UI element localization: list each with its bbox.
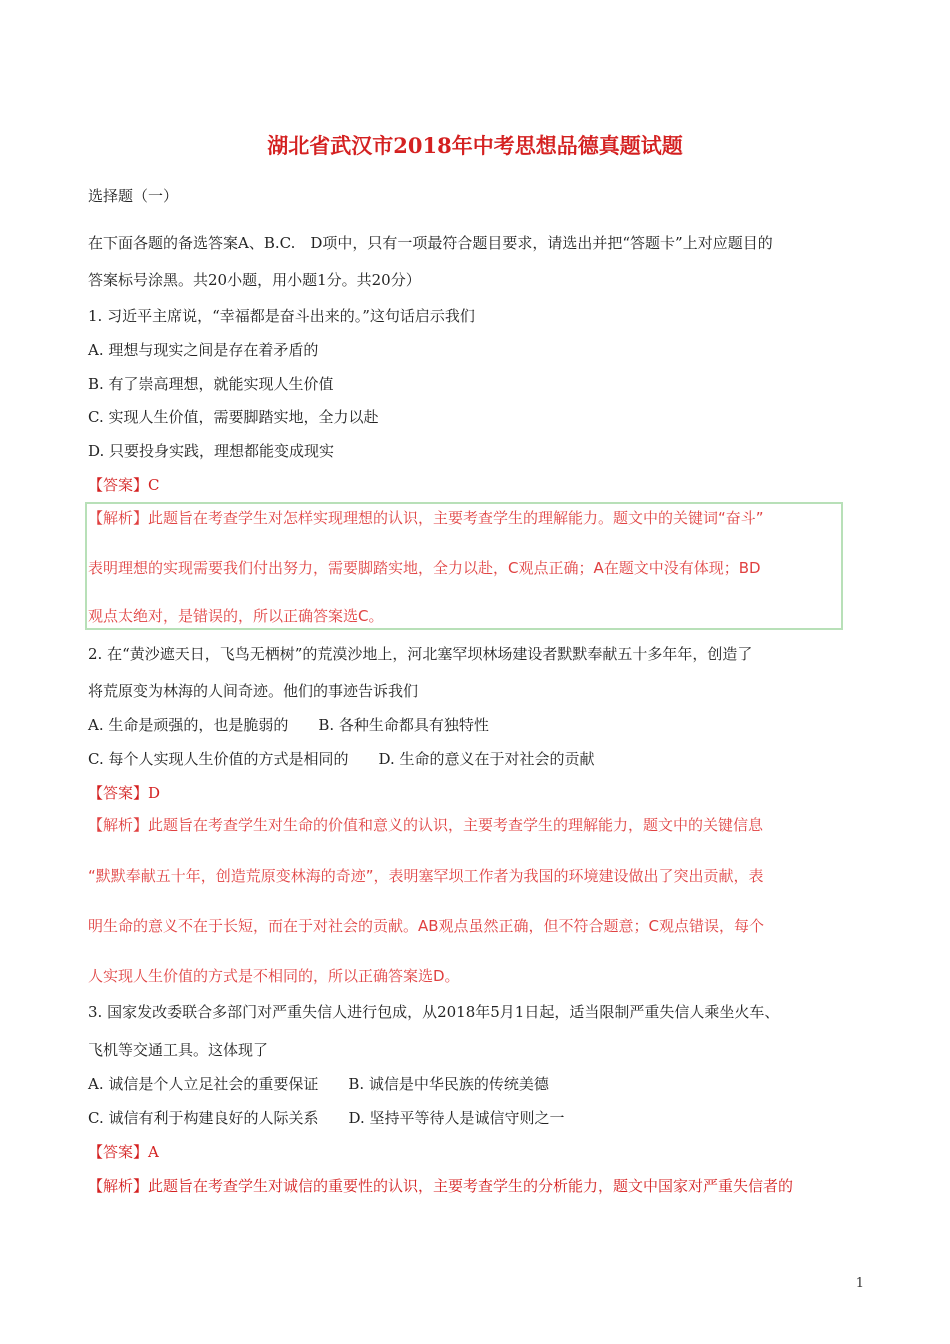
q3-options-row-2: C. 诚信有利于构建良好的人际关系 D. 坚持平等待人是诚信守则之一 [88,1109,565,1127]
answer-label: 【答案】 [88,1143,149,1161]
q3-answer [88,1142,159,1162]
q2-options-row-2: C. 每个人实现人生价值的方式是相同的 D. 生命的意义在于对社会的贡献 [88,750,595,768]
q2-options-row-1: A. 生命是顽强的，也是脆弱的 B. 各种生命都具有独特性 [88,716,489,734]
q3-options-row-1: A. 诚信是个人立足社会的重要保证 B. 诚信是中华民族的传统美德 [88,1075,549,1093]
q3-stem-line-2: 飞机等交通工具。这体现了 [88,1041,269,1059]
q1-option-d: D. 只要投身实践，理想都能变成现实 [88,442,335,460]
q1-option-c: C. 实现人生价值，需要脚踏实地，全力以赴 [88,408,379,426]
answer-label: 【答案】 [88,476,149,494]
q1-analysis-line-3: 观点太绝对，是错误的，所以正确答案选C。 [88,607,384,625]
q3-stem-line-1: 3. 国家发改委联合多部门对严重失信人进行包成，从2018年5月1日起，适当限制严重失信人乘坐火车、 [88,1003,780,1021]
q1-option-b: B. 有了崇高理想，就能实现人生价值 [88,375,334,393]
q1-answer [88,475,160,495]
q2-analysis-line-3: 明生命的意义不在于长短，而在于对社会的贡献。AB观点虽然正确，但不符合题意；C观点错误，每个 [88,917,765,935]
page-number: 1 [855,1276,864,1291]
q2-stem-line-2: 将荒原变为林海的人间奇迹。他们的事迹告诉我们 [88,682,419,700]
document-title: 湖北省武汉市2018年中考思想品德真题试题 [267,133,683,158]
q1-option-a: A. 理想与现实之间是存在着矛盾的 [88,341,319,359]
answer-value: A [148,1143,159,1161]
q2-analysis-line-2: “默默奉献五十年，创造荒原变林海的奇迹”，表明塞罕坝工作者为我国的环境建设做出了突出贡献，表 [88,867,764,885]
q2-stem-line-1: 2. 在“黄沙遮天日，飞鸟无栖树”的荒漠沙地上，河北塞罕坝林场建设者默默奉献五十多年年，创造了 [88,645,753,663]
section-heading: 选择题（一） [88,187,179,205]
instructions-line-2: 答案标号涂黑。共20小题，用小题1分。共20分） [88,271,421,289]
answer-label: 【答案】 [88,784,149,802]
answer-value: D [148,784,161,802]
answer-value: C [148,476,160,494]
q2-analysis-line-4: 人实现人生价值的方式是不相同的，所以正确答案选D。 [88,967,460,985]
q1-stem: 1. 习近平主席说，“幸福都是奋斗出来的。”这句话启示我们 [88,307,475,325]
instructions-line-1: 在下面各题的备选答案A、B.C. D项中，只有一项最符合题目要求，请选出并把“答题卡”上对应题目的 [88,234,773,252]
q3-analysis-line-1: 【解析】此题旨在考查学生对诚信的重要性的认识，主要考查学生的分析能力，题文中国家对严重失信者的 [88,1177,794,1195]
q2-analysis-line-1: 【解析】此题旨在考查学生对生命的价值和意义的认识，主要考查学生的理解能力，题文中的关键信息 [88,816,764,834]
q1-analysis-line-2: 表明理想的实现需要我们付出努力，需要脚踏实地，全力以赴，C观点正确；A在题文中没有体现；BD [88,559,761,577]
q2-answer [88,783,160,803]
q1-analysis-line-1: 【解析】此题旨在考查学生对怎样实现理想的认识，主要考查学生的理解能力。题文中的关键词“奋斗” [88,509,764,527]
